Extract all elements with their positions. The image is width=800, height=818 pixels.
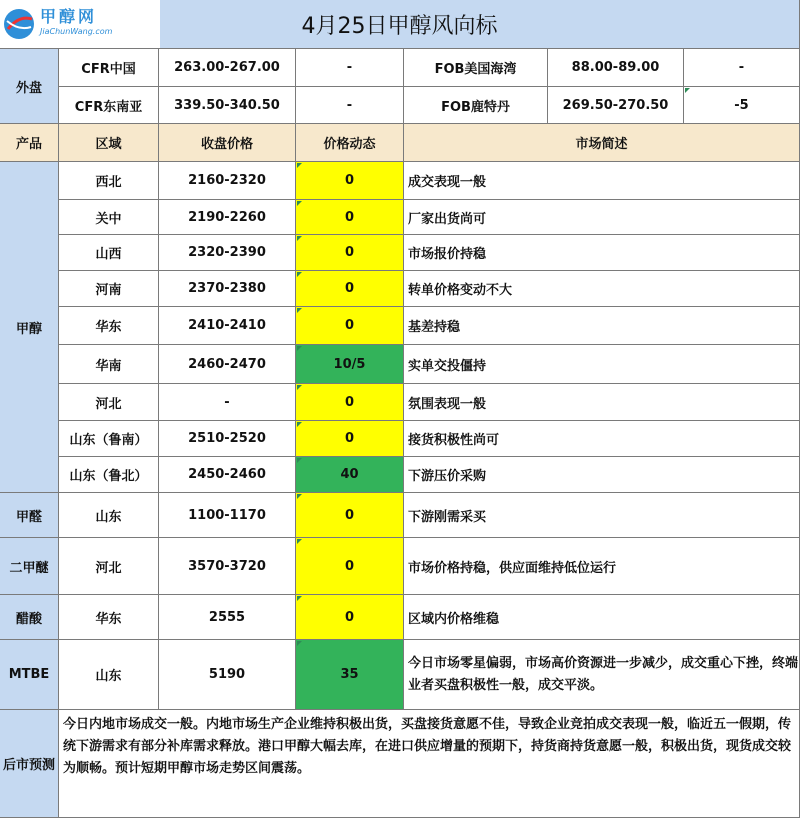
cell-comment-marker <box>297 163 302 168</box>
region-cell: 华东 <box>59 307 159 345</box>
product-label: 醋酸 <box>0 595 59 640</box>
outer-right-name: FOB鹿特丹 <box>404 87 548 124</box>
page-title: 4月25日甲醇风向标 <box>0 0 800 49</box>
outer-right-name: FOB美国海湾 <box>404 49 548 87</box>
region-cell: 山东（鲁南） <box>59 421 159 457</box>
cell-comment-marker <box>297 458 302 463</box>
region-cell: 山东（鲁北） <box>59 457 159 493</box>
price-cell: 2370-2380 <box>159 271 296 307</box>
change-cell: 0 <box>296 235 404 271</box>
outer-right-change: - <box>684 49 800 87</box>
summary-cell: 成交表现一般 <box>404 162 800 200</box>
price-cell: 2160-2320 <box>159 162 296 200</box>
outer-left-name: CFR中国 <box>59 49 159 87</box>
change-cell: 0 <box>296 595 404 640</box>
region-cell: 华南 <box>59 345 159 384</box>
cell-comment-marker <box>297 201 302 206</box>
price-cell: 1100-1170 <box>159 493 296 538</box>
summary-cell: 今日市场零星偏弱，市场高价资源进一步减少，成交重心下挫，终端业者买盘积极性一般，成交平淡。 <box>404 640 800 710</box>
cell-comment-marker <box>297 346 302 351</box>
price-cell: 2320-2390 <box>159 235 296 271</box>
brand-logo <box>0 0 160 48</box>
cell-comment-marker <box>297 539 302 544</box>
outer-left-change: - <box>296 87 404 124</box>
region-cell: 山东 <box>59 493 159 538</box>
price-cell: 2410-2410 <box>159 307 296 345</box>
outer-right-price: 88.00-89.00 <box>548 49 684 87</box>
cell-comment-marker <box>297 308 302 313</box>
price-cell: - <box>159 384 296 421</box>
change-cell: 0 <box>296 384 404 421</box>
summary-cell: 实单交投僵持 <box>404 345 800 384</box>
globe-icon <box>2 7 36 41</box>
product-label: 甲醇 <box>0 162 59 493</box>
summary-cell: 氛围表现一般 <box>404 384 800 421</box>
summary-cell: 转单价格变动不大 <box>404 271 800 307</box>
forecast-label: 后市预测 <box>0 710 59 818</box>
forecast-text: 今日内地市场成交一般。内地市场生产企业维持积极出货，买盘接货意愿不佳，导致企业竞拍成交表现一般，临近五一假期，传统下游需求有部分补库需求释放。港口甲醇大幅去库，在进口供应增量的预期下，持货商持货意愿一般，积极出货，现货成交较为顺畅。预计短期甲醇市场走势区间震荡。 <box>59 710 800 818</box>
header-summary: 市场简述 <box>404 124 800 162</box>
summary-cell: 下游压价采购 <box>404 457 800 493</box>
product-label: 甲醛 <box>0 493 59 538</box>
region-cell: 山西 <box>59 235 159 271</box>
brand-name-en: JiaChunWang.com <box>40 27 113 36</box>
summary-cell: 市场报价持稳 <box>404 235 800 271</box>
header-product: 产品 <box>0 124 59 162</box>
brand-name-cn: 甲醇网 <box>40 7 98 26</box>
summary-cell: 厂家出货尚可 <box>404 200 800 235</box>
change-cell: 0 <box>296 200 404 235</box>
cell-comment-marker <box>297 236 302 241</box>
cell-comment-marker <box>297 596 302 601</box>
price-cell: 2450-2460 <box>159 457 296 493</box>
price-cell: 2555 <box>159 595 296 640</box>
region-cell: 关中 <box>59 200 159 235</box>
summary-cell: 市场价格持稳，供应面维持低位运行 <box>404 538 800 595</box>
change-cell: 0 <box>296 271 404 307</box>
product-label: MTBE <box>0 640 59 710</box>
header-change: 价格动态 <box>296 124 404 162</box>
product-label: 二甲醚 <box>0 538 59 595</box>
region-cell: 华东 <box>59 595 159 640</box>
cell-comment-marker <box>297 494 302 499</box>
change-cell: 10/5 <box>296 345 404 384</box>
price-cell: 2510-2520 <box>159 421 296 457</box>
region-cell: 山东 <box>59 640 159 710</box>
change-cell: 0 <box>296 162 404 200</box>
change-cell: 0 <box>296 307 404 345</box>
change-cell: 0 <box>296 493 404 538</box>
cell-comment-marker <box>685 88 690 93</box>
region-cell: 西北 <box>59 162 159 200</box>
change-cell: 35 <box>296 640 404 710</box>
outer-left-price: 263.00-267.00 <box>159 49 296 87</box>
summary-cell: 下游刚需采买 <box>404 493 800 538</box>
outer-right-change: -5 <box>684 87 800 124</box>
cell-comment-marker <box>297 422 302 427</box>
summary-cell: 接货积极性尚可 <box>404 421 800 457</box>
header-price: 收盘价格 <box>159 124 296 162</box>
summary-cell: 基差持稳 <box>404 307 800 345</box>
change-cell: 0 <box>296 538 404 595</box>
cell-comment-marker <box>297 385 302 390</box>
outer-right-price: 269.50-270.50 <box>548 87 684 124</box>
region-cell: 河南 <box>59 271 159 307</box>
price-cell: 2460-2470 <box>159 345 296 384</box>
summary-cell: 区域内价格维稳 <box>404 595 800 640</box>
cell-comment-marker <box>297 641 302 646</box>
change-cell: 0 <box>296 421 404 457</box>
outer-left-change: - <box>296 49 404 87</box>
outer-market-label: 外盘 <box>0 49 59 124</box>
header-region: 区域 <box>59 124 159 162</box>
outer-left-name: CFR东南亚 <box>59 87 159 124</box>
price-cell: 5190 <box>159 640 296 710</box>
region-cell: 河北 <box>59 384 159 421</box>
price-cell: 3570-3720 <box>159 538 296 595</box>
price-cell: 2190-2260 <box>159 200 296 235</box>
change-cell: 40 <box>296 457 404 493</box>
cell-comment-marker <box>297 272 302 277</box>
outer-left-price: 339.50-340.50 <box>159 87 296 124</box>
region-cell: 河北 <box>59 538 159 595</box>
